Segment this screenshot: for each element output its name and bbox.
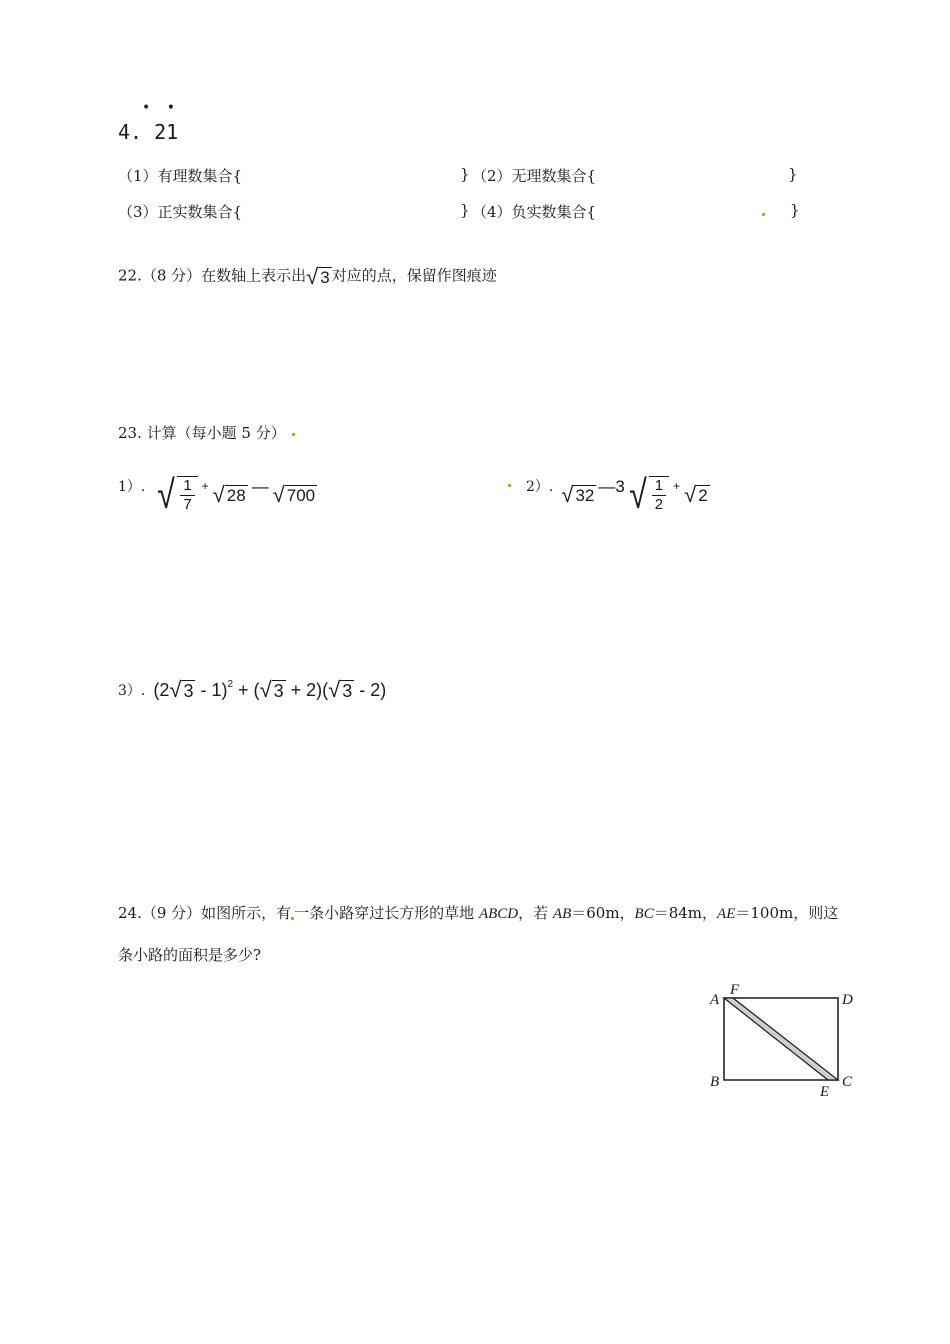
- label-D: D: [842, 992, 853, 1008]
- q21-item2-close: }: [788, 165, 798, 183]
- q23-part3: [118, 674, 386, 706]
- q23-part1: [118, 470, 317, 520]
- label-A: A: [710, 992, 720, 1008]
- part2-fraction: [649, 476, 669, 514]
- mark-dot: [292, 433, 295, 436]
- q22-suffix: 对应的点，保留作图痕迹: [331, 266, 497, 285]
- mark-dot: [762, 213, 765, 216]
- q21-dots: • •: [142, 100, 181, 116]
- path-strip: [724, 998, 838, 1080]
- expr-part-c: + (: [233, 679, 260, 700]
- radical-sign-icon: √: [306, 264, 319, 289]
- part1-fraction: [177, 476, 197, 514]
- q21-item2: （2）无理数集合{: [472, 167, 597, 185]
- part3-radicand-1: 3: [183, 680, 194, 701]
- q24-ae-val: ＝100m，则这: [735, 904, 839, 922]
- q24-text-a: 24.（9 分）如图所示，有: [118, 904, 292, 922]
- label-C: C: [842, 1074, 853, 1090]
- plus-sign: +: [201, 479, 209, 493]
- q24-ae: AE: [717, 906, 736, 922]
- q21-item1: （1）有理数集合{: [118, 167, 243, 185]
- rectangle-figure: [700, 978, 870, 1102]
- expr-part-d: + 2)(: [285, 679, 329, 700]
- q22-prefix: 22.（8 分）在数轴上表示出: [118, 266, 307, 285]
- fraction-numerator: 1: [180, 477, 194, 496]
- q22-radicand: 3: [320, 267, 330, 287]
- exponent: 2: [227, 679, 234, 690]
- part1-label: 1）.: [118, 479, 146, 495]
- fraction-denominator: 7: [183, 496, 192, 513]
- radical-sign-icon: √: [561, 482, 574, 507]
- label-B: B: [710, 1074, 720, 1090]
- q21-item1-close: }: [460, 165, 470, 183]
- radical-sign-icon: √: [157, 473, 176, 517]
- mark-dot: [508, 484, 511, 487]
- mark-dot: [291, 917, 294, 920]
- label-F: F: [730, 982, 740, 998]
- plus-sign: +: [673, 479, 681, 493]
- q24-bc: BC: [634, 906, 654, 922]
- expr-part-b: - 1): [195, 679, 228, 700]
- part2-label: 2）.: [526, 479, 554, 495]
- expr-part-a: (2: [153, 679, 170, 700]
- radical-sign-icon: √: [328, 677, 341, 702]
- q24-bc-val: ＝84m，: [653, 904, 718, 922]
- q24-ab: AB: [552, 906, 572, 922]
- part3-radicand-2: 3: [273, 680, 284, 701]
- minus-three: —3: [598, 477, 625, 496]
- minus-sign: —: [251, 477, 269, 496]
- q21-item3: （3）正实数集合{: [118, 203, 243, 221]
- q24-text-c: ，若: [518, 904, 553, 922]
- expr-part-e: - 2): [354, 679, 387, 700]
- radical-sign-icon: √: [169, 677, 182, 702]
- radical-sign-icon: √: [272, 482, 285, 507]
- part2-radicand-1: 32: [575, 485, 595, 505]
- q21-item4: （4）负实数集合{: [472, 203, 597, 221]
- q23-title: 23. 计算（每小题 5 分）: [118, 424, 286, 442]
- q24-text-b: 一条小路穿过长方形的草地: [294, 904, 479, 922]
- q23-part2: [526, 470, 710, 520]
- q21-item4-close: }: [790, 201, 800, 219]
- fraction-denominator: 2: [654, 496, 664, 513]
- part1-radicand-3: 700: [286, 485, 316, 505]
- q22-line: [118, 262, 497, 288]
- q21-item3-close: }: [460, 201, 470, 219]
- q24-abcd: ABCD: [478, 906, 519, 922]
- part3-radicand-3: 3: [342, 680, 353, 701]
- part3-label: 3）.: [118, 683, 146, 699]
- q21-number: 4. 21: [118, 120, 179, 144]
- part2-radicand-3: 2: [698, 485, 708, 505]
- radical-sign-icon: √: [684, 482, 697, 507]
- q24-line2: 条小路的面积是多少?: [118, 946, 262, 964]
- part1-radicand-2: 28: [226, 485, 246, 505]
- q24-ab-val: ＝60m，: [571, 904, 635, 922]
- label-E: E: [820, 1084, 830, 1100]
- q22-sqrt: [306, 266, 332, 288]
- radical-sign-icon: √: [212, 482, 225, 507]
- radical-sign-icon: √: [629, 473, 647, 517]
- fraction-numerator: 1: [652, 477, 666, 496]
- radical-sign-icon: √: [259, 677, 272, 702]
- q24-line1: [118, 902, 838, 923]
